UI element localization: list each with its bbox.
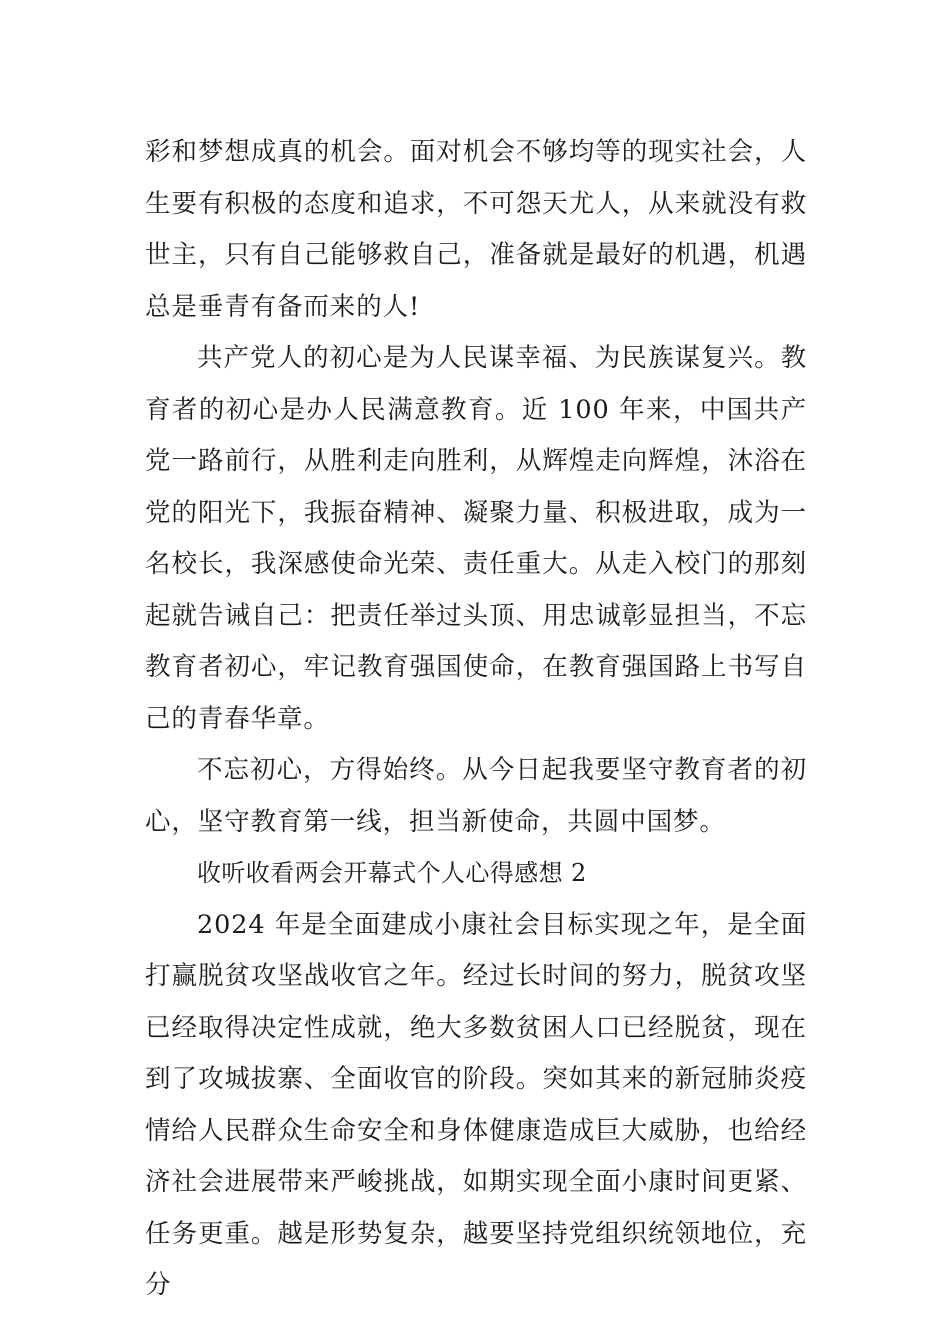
- paragraph-continuation: 彩和梦想成真的机会。面对机会不够均等的现实社会，人生要有积极的态度和追求，不可怨天尤人，从来就没有救世主，只有自己能够救自己，准备就是最好的机遇，机遇总是垂青有备而来的人!: [145, 137, 807, 322]
- document-body: [145, 127, 807, 1312]
- paragraph-party-original-aspiration: 共产党人的初心是为人民谋幸福、为民族谋复兴。教育者的初心是办人民满意教育。近 100 年来，中国共产党一路前行，从胜利走向胜利，从辉煌走向辉煌，沐浴在党的阳光下，我振奋精神、凝聚力量、积极进取，成为一名校长，我深感使命光荣、责任重大。从走入校门的那刻起就告诫自己：把责任举过头顶、用忠诚彰显担当，不忘教育者初心，牢记教育强国使命，在教育强国路上书写自己的青春华章。: [145, 343, 807, 734]
- paragraph-never-forget: 不忘初心，方得始终。从今日起我要坚守教育者的初心，坚守教育第一线，担当新使命，共圆中国梦。: [145, 755, 807, 837]
- paragraph-2024-poverty: 2024 年是全面建成小康社会目标实现之年，是全面打赢脱贫攻坚战收官之年。经过长时间的努力，脱贫攻坚已经取得决定性成就，绝大多数贫困人口已经脱贫，现在到了攻城拔寨、全面收官的阶段。突如其来的新冠肺炎疫情给人民群众生命安全和身体健康造成巨大威胁，也给经济社会进展带来严峻挑战，如期实现全面小康时间更紧、任务更重。越是形势复杂，越要坚持党组织统领地位，充分: [145, 909, 807, 1300]
- section-heading: 收听收看两会开幕式个人心得感想 2: [197, 859, 587, 887]
